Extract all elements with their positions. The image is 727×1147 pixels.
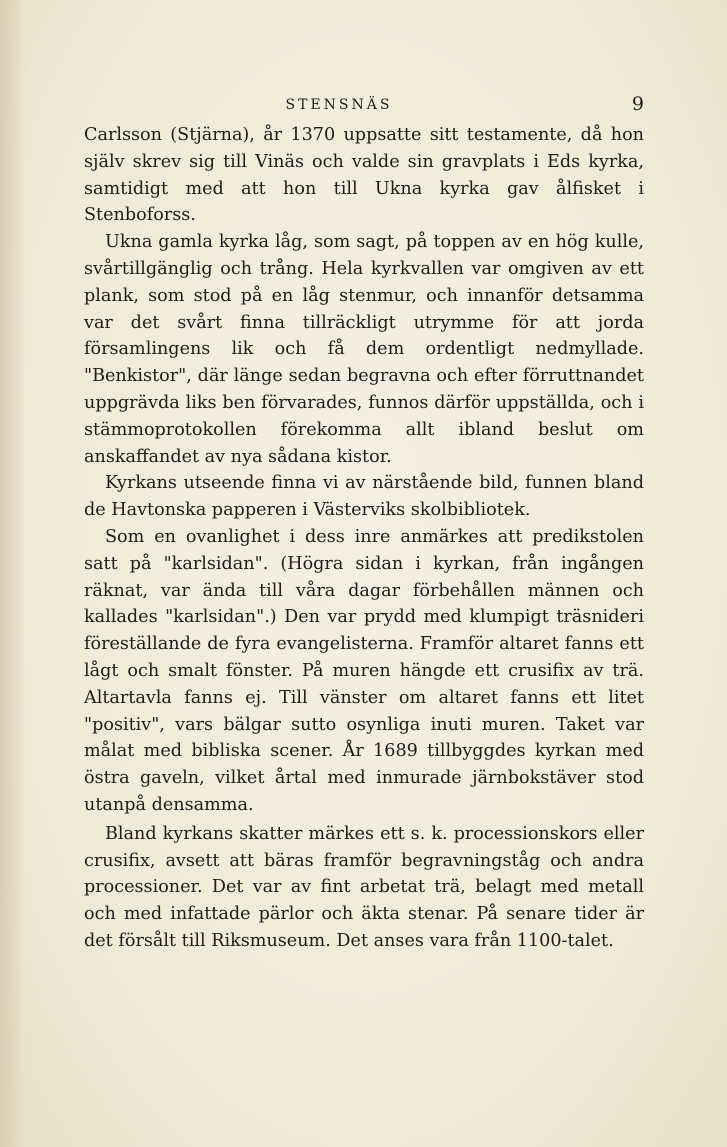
running-head (84, 93, 644, 117)
gutter-shadow (0, 0, 26, 1147)
paragraph-3: Kyrkans utseende finna vi av närstående bild, funnen bland de Havtonska papperen i Västerviks skolbibliotek. (84, 473, 644, 521)
paragraph-2: Ukna gamla kyrka låg, som sagt, på toppen av en hög kulle, svårtillgänglig och trång. Hela kyrkvallen var omgiven av ett plank, som stod på en låg stenmur, och innanför detsamma var det svårt finna tillräckligt utrymme för att jorda församlingens lik och få dem ordentligt nedmyllade. "Benkistor", där länge sedan begravna och efter förruttnandet uppgrävda liks ben förvarades, funnos därför uppställda, och i stämmoprotokollen förekomma allt ibland beslut om anskaffandet av nya sådana kistor. (84, 232, 644, 467)
body-text (84, 122, 644, 955)
paragraph-5: Bland kyrkans skatter märkes ett s. k. processionskors eller crusifix, avsett att bäras framför begravningståg och andra processioner. Det var av fint arbetat trä, belagt med metall och med infattade pärlor och äkta stenar. På senare tider är det försålt till Riksmuseum. Det anses vara från 1100-talet. (84, 823, 644, 951)
page-number: 9 (631, 93, 644, 115)
paragraph-4: Som en ovanlighet i dess inre anmärkes att predikstolen satt på "karlsidan". (Högra sidan i kyrkan, från ingången räknat, var ända till våra dagar förbehållen männen och kallades "karlsidan".) Den var prydd med klumpigt träsnideri föreställande de fyra evangelisterna. Framför altaret fanns ett lågt och smalt fönster. På muren hängde ett crusifix av trä. Altartavla fanns ej. Till vänster om altaret fanns ett litet "positiv", vars bälgar sutto osynliga inuti muren. Taket var målat med bibliska scener. År 1689 tillbyggdes kyrkan med östra gaveln, vilket årtal med inmurade järnbokstäver stod utanpå densamma. (84, 526, 644, 815)
running-head-title: STENSNÄS (285, 97, 393, 113)
paragraph-1: Carlsson (Stjärna), år 1370 uppsatte sitt testamente, då hon själv skrev sig till Vinäs och valde sin gravplats i Eds kyrka, samtidigt med att hon till Ukna kyrka gav ålfisket i Stenboforss. (84, 125, 644, 226)
